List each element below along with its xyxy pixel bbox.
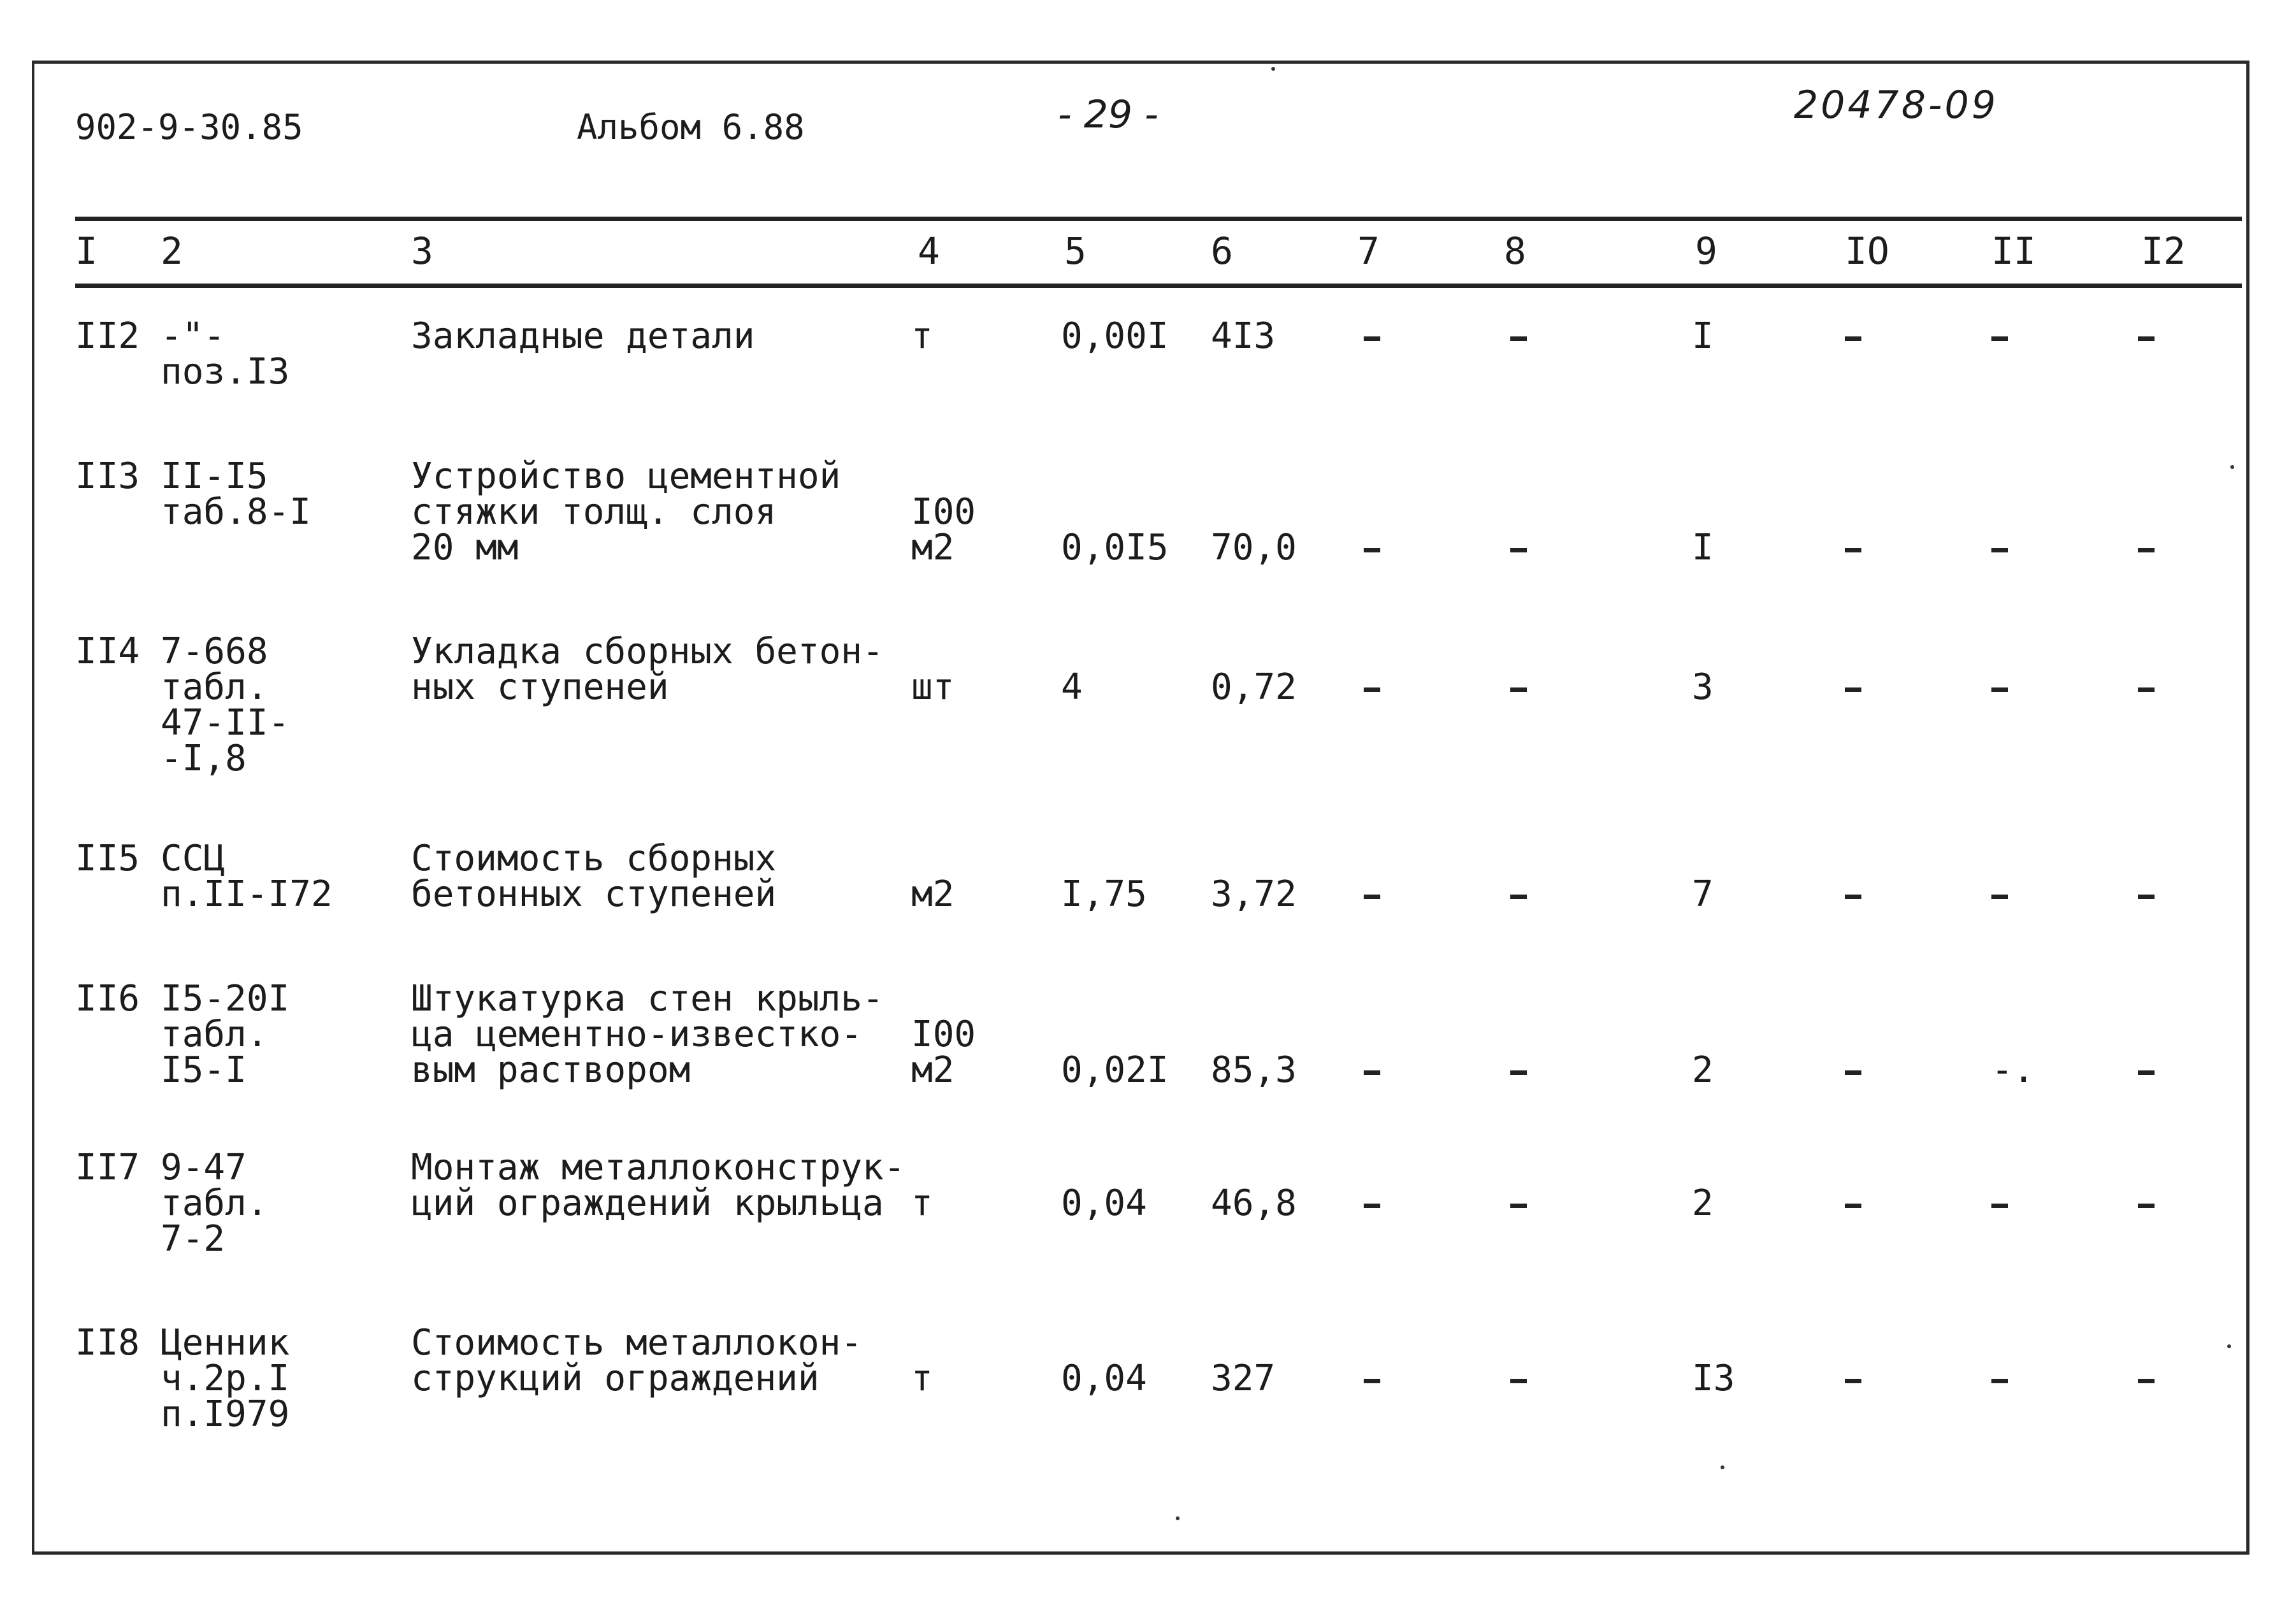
column-number-9: 9 — [1695, 229, 1717, 273]
row-quantity: 0,0I5 — [1061, 527, 1169, 568]
row-c7-dash — [1364, 895, 1380, 899]
row-reference-line: -I,8 — [161, 738, 247, 779]
row-c8-dash — [1510, 1070, 1527, 1075]
row-reference-line: 9-47 — [161, 1147, 247, 1188]
scan-speck — [2230, 465, 2234, 469]
row-c8-dash — [1510, 1204, 1527, 1208]
row-unit-line: м2 — [911, 874, 955, 915]
row-price: 70,0 — [1211, 527, 1297, 568]
scan-speck — [1176, 1516, 1180, 1520]
row-c9: I — [1692, 527, 1714, 568]
row-c9: 2 — [1692, 1049, 1714, 1091]
row-c9: I3 — [1692, 1358, 1735, 1399]
row-c7-dash — [1364, 1204, 1380, 1208]
row-c10-dash — [1845, 1204, 1861, 1208]
row-c8-dash — [1510, 548, 1527, 552]
row-c10-dash — [1845, 1379, 1861, 1383]
row-reference-line: 7-2 — [161, 1218, 226, 1260]
row-quantity: 0,04 — [1061, 1358, 1147, 1399]
row-c10-dash — [1845, 895, 1861, 899]
row-reference-line: табл. — [161, 1183, 268, 1224]
row-number: II7 — [75, 1147, 140, 1188]
column-number-8: 8 — [1504, 229, 1526, 273]
row-reference-line: поз.I3 — [161, 351, 290, 392]
document-code: 902-9-30.85 — [75, 107, 303, 147]
row-reference-line: ССЦ — [161, 838, 226, 879]
row-c7-dash — [1364, 1070, 1380, 1075]
row-c12-dash — [2138, 1204, 2155, 1208]
column-number-12: I2 — [2141, 229, 2186, 273]
row-c8-dash — [1510, 895, 1527, 899]
row-reference-line: п.II-I72 — [161, 874, 333, 915]
row-c11-dash — [1991, 1379, 2008, 1383]
column-number-1: I — [75, 229, 97, 273]
column-header-rule — [75, 284, 2242, 288]
row-quantity: I,75 — [1061, 874, 1147, 915]
row-reference-line: I5-20I — [161, 978, 290, 1019]
row-c10-dash — [1845, 336, 1861, 341]
row-description-line: стяжки толщ. слоя — [411, 491, 777, 533]
row-price: 0,72 — [1211, 666, 1297, 708]
row-unit-line: шт — [911, 666, 955, 708]
row-reference-line: 47-II- — [161, 702, 290, 744]
row-c7-dash — [1364, 687, 1380, 692]
column-number-3: 3 — [411, 229, 433, 273]
row-number: II3 — [75, 456, 140, 497]
row-reference-line: 7-668 — [161, 631, 268, 672]
row-c8-dash — [1510, 687, 1527, 692]
row-unit-line: м2 — [911, 527, 955, 568]
scan-speck — [1271, 67, 1275, 71]
column-number-7: 7 — [1357, 229, 1380, 273]
row-reference-line: табл. — [161, 666, 268, 708]
row-reference-line: -"- — [161, 315, 226, 357]
row-c12-dash — [2138, 1379, 2155, 1383]
row-description-line: Стоимость металлокон- — [411, 1322, 863, 1364]
column-number-5: 5 — [1064, 229, 1087, 273]
column-number-4: 4 — [918, 229, 940, 273]
row-number: II2 — [75, 315, 140, 357]
row-c10-dash — [1845, 548, 1861, 552]
sheet-code: 20478-09 — [1794, 83, 1998, 127]
row-number: II4 — [75, 631, 140, 672]
album-label: Альбом 6.88 — [577, 107, 805, 147]
header-rule — [75, 217, 2242, 221]
row-description-line: ций ограждений крыльца — [411, 1183, 884, 1224]
row-c9: I — [1692, 315, 1714, 357]
row-description-line: Устройство цементной — [411, 456, 841, 497]
row-quantity: 4 — [1061, 666, 1083, 708]
row-c11-dash — [1991, 548, 2008, 552]
row-c12-dash — [2138, 336, 2155, 341]
row-reference-line: ч.2р.I — [161, 1358, 290, 1399]
row-c8-dash — [1510, 1379, 1527, 1383]
row-c12-dash — [2138, 548, 2155, 552]
row-c11-dash — [1991, 895, 2008, 899]
row-description-line: Монтаж металлоконструк- — [411, 1147, 906, 1188]
row-c11: -. — [1991, 1049, 2035, 1091]
row-c7-dash — [1364, 336, 1380, 341]
row-price: 46,8 — [1211, 1183, 1297, 1224]
scan-speck — [2227, 1344, 2231, 1348]
row-unit-line: т — [911, 315, 933, 357]
row-c12-dash — [2138, 687, 2155, 692]
row-unit-line: т — [911, 1358, 933, 1399]
row-c9: 2 — [1692, 1183, 1714, 1224]
row-description-line: струкций ограждений — [411, 1358, 819, 1399]
row-description-line: Штукатурка стен крыль- — [411, 978, 884, 1019]
row-unit-line: т — [911, 1183, 933, 1224]
row-reference-line: табл. — [161, 1014, 268, 1055]
row-price: 327 — [1211, 1358, 1276, 1399]
row-c9: 7 — [1692, 874, 1714, 915]
column-number-6: 6 — [1211, 229, 1233, 273]
row-number: II5 — [75, 838, 140, 879]
row-reference-line: II-I5 — [161, 456, 268, 497]
column-number-11: II — [1991, 229, 2036, 273]
column-number-10: IO — [1845, 229, 1889, 273]
row-c10-dash — [1845, 687, 1861, 692]
row-description-line: Укладка сборных бетон- — [411, 631, 884, 672]
row-reference-line: Ценник — [161, 1322, 290, 1364]
row-reference-line: п.I979 — [161, 1393, 290, 1435]
row-description-line: 20 мм — [411, 527, 519, 568]
scan-speck — [1721, 1465, 1724, 1469]
row-price: 3,72 — [1211, 874, 1297, 915]
row-number: II8 — [75, 1322, 140, 1364]
row-c11-dash — [1991, 687, 2008, 692]
row-c12-dash — [2138, 1070, 2155, 1075]
row-unit-line: I00 — [911, 491, 976, 533]
row-price: 85,3 — [1211, 1049, 1297, 1091]
column-number-2: 2 — [161, 229, 183, 273]
row-c11-dash — [1991, 1204, 2008, 1208]
row-description-line: Закладные детали — [411, 315, 755, 357]
row-reference-line: таб.8-I — [161, 491, 312, 533]
row-c7-dash — [1364, 1379, 1380, 1383]
row-quantity: 0,00I — [1061, 315, 1169, 357]
row-c9: 3 — [1692, 666, 1714, 708]
row-quantity: 0,02I — [1061, 1049, 1169, 1091]
row-quantity: 0,04 — [1061, 1183, 1147, 1224]
row-reference-line: I5-I — [161, 1049, 247, 1091]
row-description-line: бетонных ступеней — [411, 874, 777, 915]
row-c12-dash — [2138, 895, 2155, 899]
row-description-line: Стоимость сборных — [411, 838, 777, 879]
row-description-line: вым раствором — [411, 1049, 691, 1091]
row-description-line: ца цементно-известко- — [411, 1014, 863, 1055]
page-number: - 29 - — [1058, 92, 1159, 137]
row-unit-line: I00 — [911, 1014, 976, 1055]
row-number: II6 — [75, 978, 140, 1019]
row-c7-dash — [1364, 548, 1380, 552]
row-unit-line: м2 — [911, 1049, 955, 1091]
row-description-line: ных ступеней — [411, 666, 669, 708]
row-price: 4I3 — [1211, 315, 1276, 357]
row-c10-dash — [1845, 1070, 1861, 1075]
row-c11-dash — [1991, 336, 2008, 341]
row-c8-dash — [1510, 336, 1527, 341]
